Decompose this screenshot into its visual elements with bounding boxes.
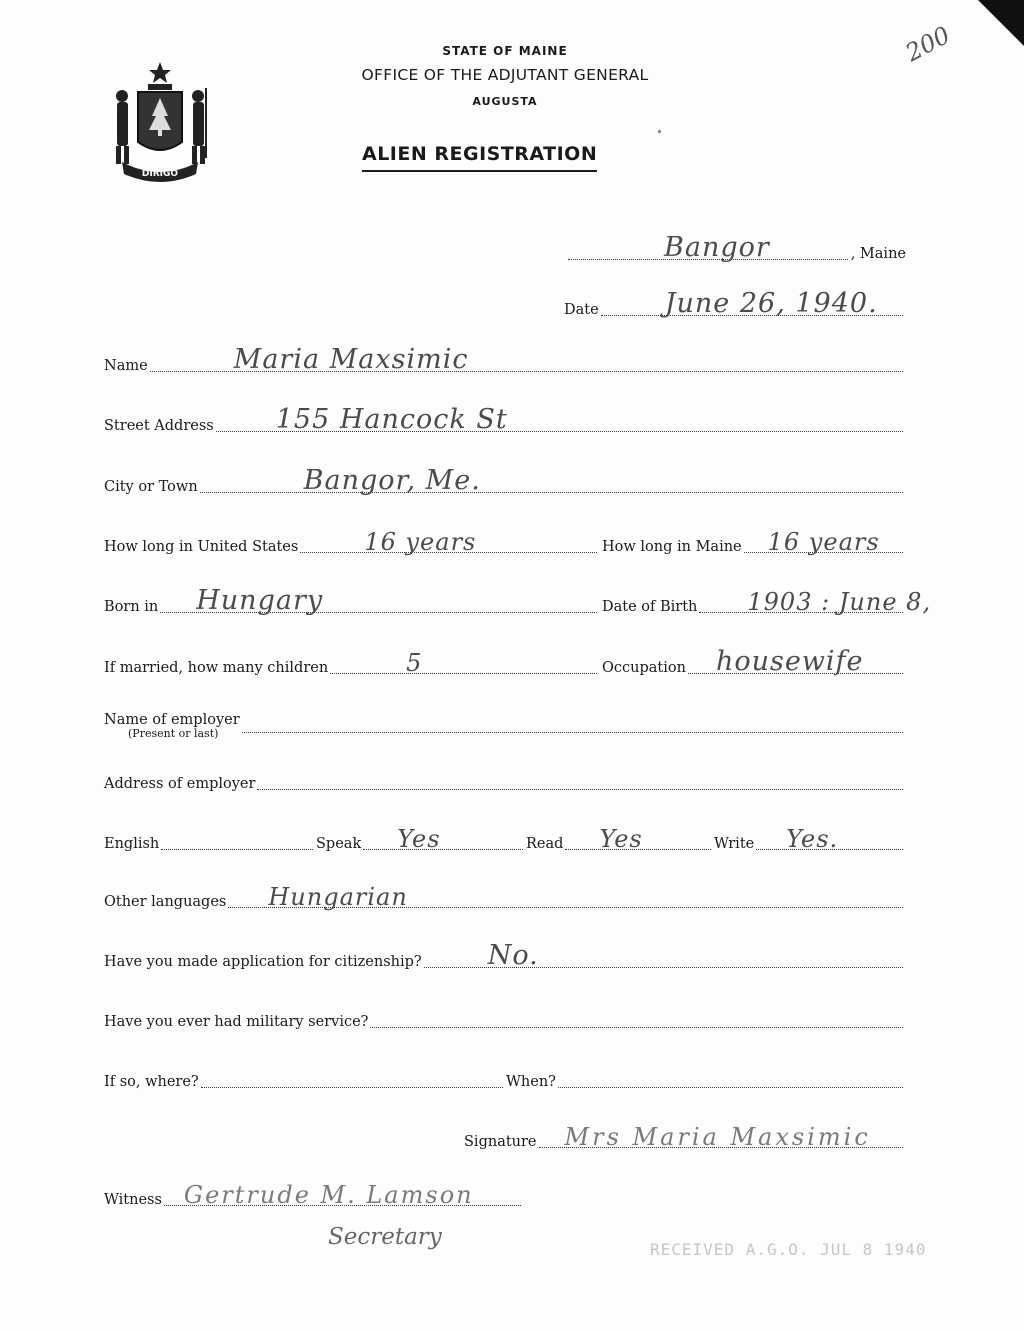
write-label: Write	[714, 836, 755, 852]
folded-corner	[978, 0, 1024, 46]
when-field	[558, 1063, 903, 1088]
how-long-us-field	[300, 528, 597, 556]
employer-name-label	[104, 712, 240, 741]
children-field	[330, 649, 597, 677]
write-value: Yes.	[786, 825, 839, 853]
employer-address-field	[257, 765, 903, 790]
employer-name-label-text: Name of employer	[104, 712, 240, 728]
military-row	[104, 1008, 906, 1032]
employer-name-field	[242, 712, 903, 733]
write-field	[756, 825, 903, 853]
born-in-field	[160, 585, 597, 616]
read-label: Read	[526, 836, 564, 852]
english-label: English	[104, 836, 160, 852]
english-field	[161, 825, 313, 850]
date-of-birth-field	[699, 588, 932, 616]
military-field	[370, 1003, 903, 1028]
header-city: AUGUSTA	[472, 95, 538, 108]
children-value: 5	[406, 649, 423, 677]
where-label: If so, where?	[104, 1074, 199, 1090]
date-of-birth-row	[602, 588, 932, 617]
header-office: OFFICE OF THE ADJUTANT GENERAL	[361, 66, 649, 84]
witness-label: Witness	[104, 1192, 162, 1208]
signature-value: Mrs Maria Maxsimic	[564, 1123, 871, 1151]
date-of-birth-value: 1903 : June 8,	[747, 588, 932, 616]
born-in-value: Hungary	[196, 585, 324, 616]
date-value: June 26, 1940.	[664, 288, 878, 319]
witness-value: Gertrude M. Lamson	[183, 1181, 474, 1209]
city-label: City or Town	[104, 479, 198, 495]
signature-row	[464, 1123, 906, 1152]
children-row	[104, 649, 600, 678]
citizenship-value: No.	[487, 940, 539, 971]
name-row	[104, 344, 906, 376]
employer-name-row	[104, 712, 906, 750]
speak-label: Speak	[316, 836, 362, 852]
place-value: Bangor	[664, 232, 770, 263]
speck	[658, 130, 661, 133]
signature-field	[539, 1123, 903, 1151]
occupation-value: housewife	[715, 646, 864, 677]
speak-field	[363, 825, 523, 853]
occupation-row	[602, 646, 906, 678]
how-long-maine-row	[602, 528, 906, 557]
speak-row	[316, 825, 526, 854]
date-of-birth-label: Date of Birth	[602, 599, 698, 615]
city-row	[104, 465, 906, 497]
street-value: 155 Hancock St	[275, 404, 508, 435]
name-field	[150, 344, 903, 375]
citizenship-label: Have you made application for citizenship?	[104, 954, 422, 970]
citizenship-field	[424, 940, 903, 971]
city-field	[200, 465, 903, 496]
other-languages-field	[228, 883, 903, 911]
born-in-label: Born in	[104, 599, 159, 615]
place-field	[568, 232, 848, 263]
children-label: If married, how many children	[104, 660, 329, 676]
other-languages-row	[104, 883, 906, 912]
header-state: STATE OF MAINE	[442, 44, 568, 58]
how-long-maine-field	[744, 528, 903, 556]
english-row	[104, 830, 316, 854]
witness-title: Secretary	[328, 1224, 442, 1250]
write-row	[714, 825, 906, 854]
how-long-us-value: 16 years	[364, 528, 477, 556]
place-suffix: , Maine	[850, 246, 906, 262]
place-row	[566, 232, 906, 264]
signature-label: Signature	[464, 1134, 537, 1150]
occupation-field	[688, 646, 903, 677]
street-label: Street Address	[104, 418, 214, 434]
maine-state-seal-icon	[108, 58, 212, 182]
witness-row	[104, 1181, 524, 1210]
how-long-us-label: How long in United States	[104, 539, 299, 555]
date-field	[601, 288, 903, 319]
date-label: Date	[564, 302, 599, 318]
witness-field	[164, 1181, 521, 1209]
when-row	[506, 1068, 906, 1092]
read-field	[565, 825, 711, 853]
where-row	[104, 1068, 506, 1092]
how-long-maine-value: 16 years	[767, 528, 880, 556]
name-value: Maria Maxsimic	[233, 344, 469, 375]
where-field	[201, 1063, 503, 1088]
speak-value: Yes	[397, 825, 441, 853]
military-label: Have you ever had military service?	[104, 1014, 369, 1030]
margin-note: 200	[901, 20, 955, 68]
employer-address-row	[104, 770, 906, 794]
read-row	[526, 825, 714, 854]
city-value: Bangor, Me.	[303, 465, 481, 496]
form-title: ALIEN REGISTRATION	[362, 143, 597, 172]
employer-address-label: Address of employer	[104, 776, 256, 792]
other-languages-label: Other languages	[104, 894, 227, 910]
street-row	[104, 404, 906, 436]
when-label: When?	[506, 1074, 556, 1090]
street-field	[216, 404, 903, 435]
born-in-row	[104, 585, 600, 617]
other-languages-value: Hungarian	[268, 883, 408, 911]
svg-text:DIRIGO: DIRIGO	[141, 169, 179, 179]
how-long-us-row	[104, 528, 600, 557]
date-row	[564, 288, 906, 320]
employer-name-sublabel: (Present or last)	[128, 727, 219, 740]
received-stamp: RECEIVED A.G.O. JUL 8 1940	[650, 1240, 927, 1259]
read-value: Yes	[599, 825, 643, 853]
occupation-label: Occupation	[602, 660, 686, 676]
citizenship-row	[104, 940, 906, 972]
name-label: Name	[104, 358, 148, 374]
how-long-maine-label: How long in Maine	[602, 539, 742, 555]
